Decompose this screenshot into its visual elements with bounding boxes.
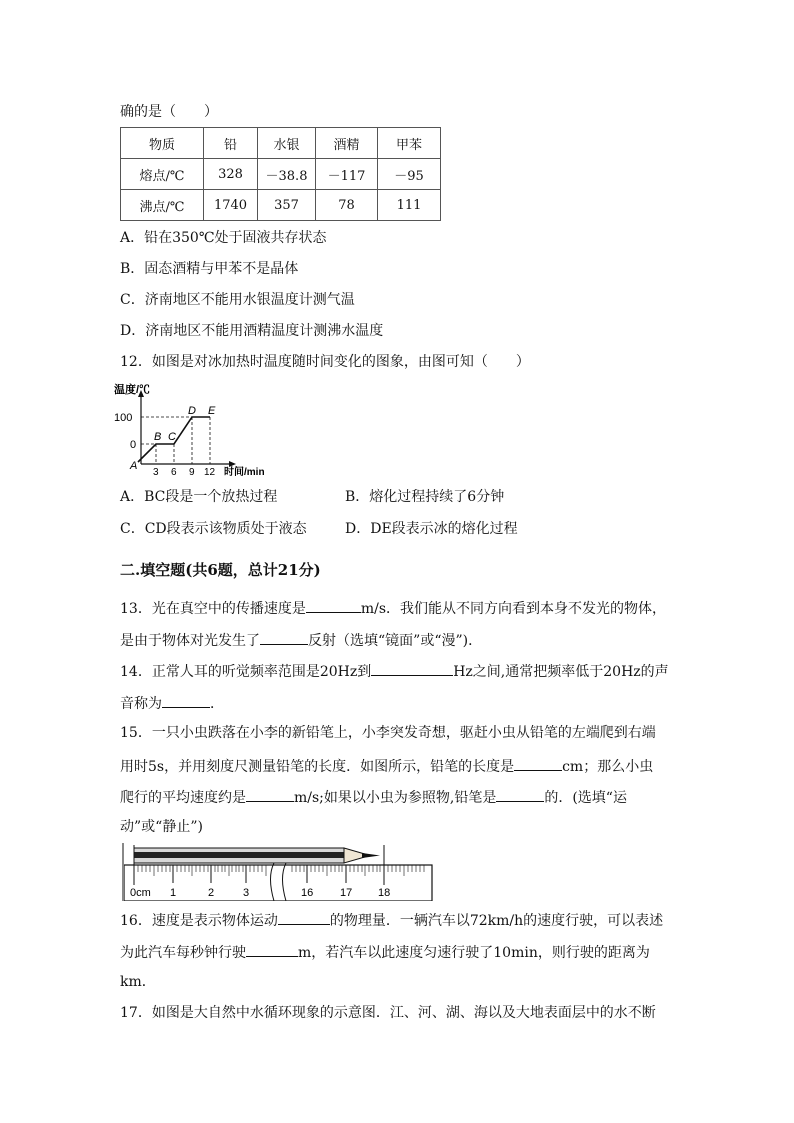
- answer-blank[interactable]: [278, 910, 330, 925]
- pencil: [134, 848, 380, 863]
- x-tick-label: 3: [153, 467, 159, 476]
- question-12-stem: 12．如图是对冰加热时温度随时间变化的图象，由图可知（ ）: [120, 354, 530, 370]
- table-cell: －38.8: [258, 159, 316, 190]
- table-header-cell: 酒精: [316, 128, 378, 159]
- answer-blank[interactable]: [246, 942, 298, 957]
- y-tick-label: 100: [114, 412, 133, 424]
- question-16-line: km．: [120, 974, 156, 990]
- temperature-time-graph: [112, 380, 282, 476]
- question-text: 爬行的平均速度约是: [120, 790, 246, 806]
- section-title: 二.填空题(共6题，总计21分): [120, 561, 321, 579]
- question-13-line: [120, 598, 666, 618]
- point-label: E: [208, 405, 216, 417]
- ruler-label: 2: [208, 887, 215, 899]
- question-text: 为此汽车每秒钟行驶: [120, 945, 246, 961]
- y-axis-label: 温度/℃: [114, 384, 151, 396]
- table-cell: 328: [204, 159, 258, 190]
- question-text: cm；那么小虫: [562, 759, 654, 775]
- table-cell: 357: [258, 190, 316, 221]
- answer-blank[interactable]: [371, 661, 453, 676]
- point-label: A: [130, 460, 138, 472]
- option-b: B．固态酒精与甲苯不是晶体: [120, 261, 299, 277]
- question-15-line: [120, 787, 627, 807]
- question-11-stem-tail: 确的是（ ）: [120, 104, 218, 120]
- question-text: 音称为: [120, 696, 162, 712]
- question-15-line: 动”或“静止”): [120, 819, 203, 835]
- table-cell: －117: [316, 159, 378, 190]
- ruler-label: 1: [170, 887, 177, 899]
- question-text: 是由于物体对光发生了: [120, 633, 260, 649]
- question-13-line: [120, 630, 482, 650]
- table-row: [121, 159, 441, 190]
- option-d: D．济南地区不能用酒精温度计测沸水温度: [120, 323, 384, 339]
- ruler-label: 17: [340, 887, 353, 899]
- answer-blank[interactable]: [260, 630, 308, 645]
- question-text: 16．速度是表示物体运动: [120, 913, 278, 929]
- table-cell: 111: [378, 190, 441, 221]
- point-label: B: [154, 431, 162, 443]
- table-row: [121, 190, 441, 221]
- question-16-line: [120, 942, 650, 962]
- option-c: C．CD段表示该物质处于液态: [120, 521, 307, 537]
- substance-property-table: [120, 127, 441, 221]
- option-c: C．济南地区不能用水银温度计测气温: [120, 292, 355, 308]
- table-header-row: [121, 128, 441, 159]
- answer-blank[interactable]: [496, 787, 544, 802]
- question-text: m，若汽车以此速度匀速行驶了10min，则行驶的距离为: [298, 945, 650, 961]
- table-cell: 沸点/℃: [121, 190, 204, 221]
- option-a: A．BC段是一个放热过程: [120, 489, 278, 505]
- x-tick-label: 9: [189, 467, 195, 476]
- x-axis-label: 时间/min: [224, 467, 265, 476]
- ruler-label: 3: [243, 887, 250, 899]
- answer-blank[interactable]: [162, 693, 210, 708]
- y-tick-label: 0: [130, 439, 137, 451]
- table-header-cell: 甲苯: [378, 128, 441, 159]
- table-cell: －95: [378, 159, 441, 190]
- question-text: Hz之间,通常把频率低于20Hz的声: [453, 664, 669, 680]
- table-cell: 78: [316, 190, 378, 221]
- table-header-cell: 水银: [258, 128, 316, 159]
- question-text: 反射（选填“镜面”或“漫”)．: [308, 633, 483, 649]
- option-d: D．DE段表示冰的熔化过程: [345, 521, 518, 537]
- ruler-label: 16: [301, 887, 314, 899]
- question-text: 14．正常人耳的听觉频率范围是20Hz到: [120, 664, 372, 680]
- question-text: m/s．我们能从不同方向看到本身不发光的物体，: [360, 601, 667, 617]
- ruler-label: 0cm: [130, 887, 151, 899]
- table-header-cell: 物质: [121, 128, 204, 159]
- ruler-label: 18: [378, 887, 391, 899]
- question-15-line: 15．一只小虫跌落在小李的新铅笔上，小李突发奇想，驱赶小虫从铅笔的左端爬到右端: [120, 725, 656, 741]
- option-b: B．熔化过程持续了6分钟: [345, 489, 505, 505]
- question-14-line: [120, 661, 669, 681]
- question-16-line: [120, 910, 663, 930]
- table-cell: 熔点/℃: [121, 159, 204, 190]
- question-14-line: [120, 693, 224, 713]
- answer-blank[interactable]: [514, 756, 562, 771]
- option-a: A．铅在350℃处于固液共存状态: [120, 230, 327, 246]
- question-text: 用时5s，并用刻度尺测量铅笔的长度．如图所示，铅笔的长度是: [120, 759, 515, 775]
- question-text: ．: [210, 696, 224, 712]
- answer-blank[interactable]: [246, 787, 294, 802]
- question-text: 的．(选填“运: [544, 790, 627, 806]
- question-15-line: [120, 756, 653, 776]
- table-cell: 1740: [204, 190, 258, 221]
- pencil-ruler-figure: [122, 843, 437, 901]
- question-text: m/s;如果以小虫为参照物,铅笔是: [294, 790, 497, 806]
- answer-blank[interactable]: [306, 598, 361, 613]
- question-text: 13．光在真空中的传播速度是: [120, 601, 306, 617]
- question-17-line: 17．如图是大自然中水循环现象的示意图．江、河、湖、海以及大地表面层中的水不断: [120, 1005, 656, 1021]
- question-text: 的物理量．一辆汽车以72km/h的速度行驶，可以表述: [329, 913, 664, 929]
- x-tick-label: 6: [171, 467, 177, 476]
- point-label: C: [168, 431, 176, 443]
- point-label: D: [188, 405, 196, 417]
- table-header-cell: 铅: [204, 128, 258, 159]
- x-tick-label: 12: [204, 467, 216, 476]
